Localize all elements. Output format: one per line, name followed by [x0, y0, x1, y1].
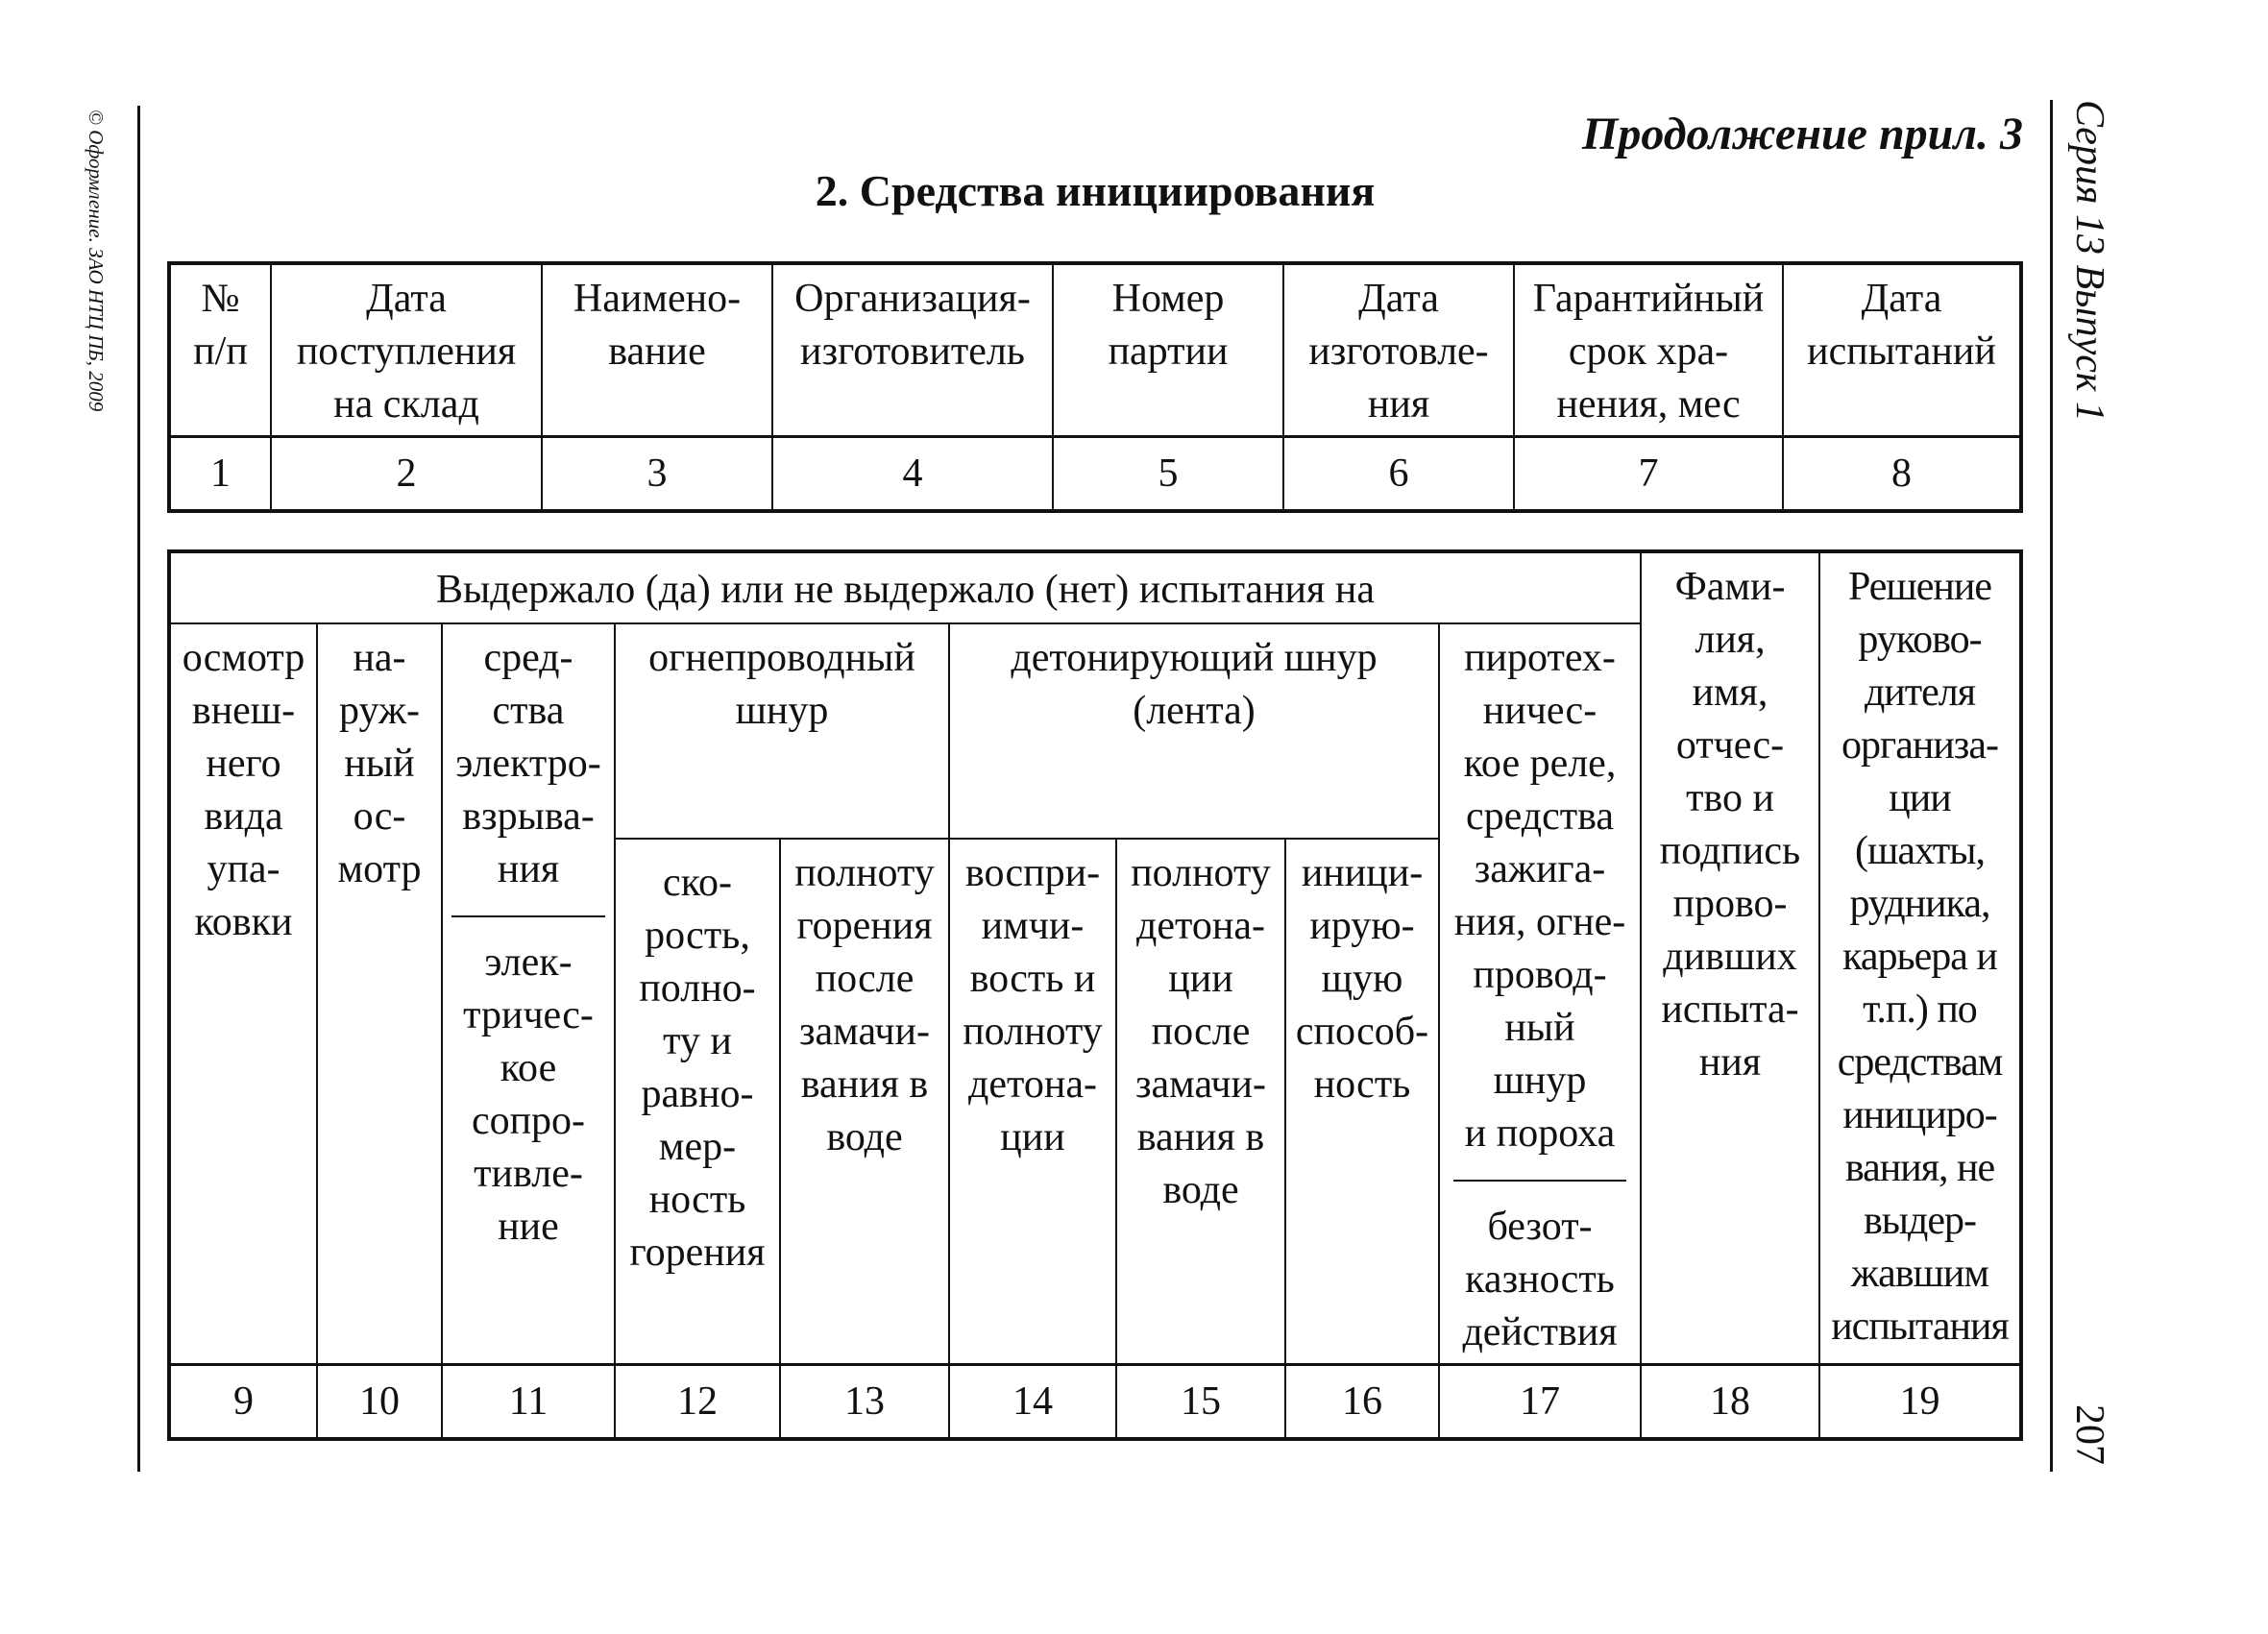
header-safety-fuse: огнепроводный шнур: [648, 636, 915, 733]
header-cell: [772, 263, 1053, 437]
header-cell: [169, 263, 271, 437]
register-table-part1: [167, 261, 2023, 513]
header-manager-decision: Решение руково- дителя организа- ции (шахты, рудника, карьера и т.п.) по средствам инициро- вания, не выдер- жавшим испытания: [1831, 565, 2009, 1349]
header-cell: [615, 839, 780, 1365]
column-number: 4: [772, 437, 1053, 512]
column-number: 11: [442, 1365, 615, 1440]
divider: [451, 915, 605, 917]
header-cell: [1116, 839, 1285, 1365]
header-cell: [949, 839, 1116, 1365]
header-cell: [949, 623, 1439, 839]
header-cell: [542, 263, 772, 437]
header-pyrotechnic-relay: пиротех- ничес- кое реле, средства зажига- ния, огне- провод- ный шнур и пороха: [1453, 636, 1626, 1156]
continuation-label: Продолжение прил. 3: [1582, 109, 2023, 159]
header-cell: [1783, 263, 2021, 437]
header-cell: [442, 623, 615, 1365]
group-header-cell: [169, 551, 1641, 623]
group-header: Выдержало (да) или не выдержало (нет) испытания на: [436, 567, 1375, 612]
header-tester-name: Фами- лия, имя, отчес- тво и подпись прово- дивших испыта- ния: [1659, 565, 1801, 1085]
column-number: 13: [780, 1365, 949, 1440]
series-label: Серия 13 Выпуск 1: [2067, 100, 2111, 422]
header-electric-blasting: сред- ства электро- взрыва- ния: [455, 636, 601, 891]
header-cell: [1053, 263, 1283, 437]
column-number: 19: [1819, 1365, 2021, 1440]
column-number: 18: [1641, 1365, 1819, 1440]
header-electric-resistance: элек- тричес- кое сопро- тивле- ние: [463, 940, 594, 1249]
header-cell: [1439, 623, 1641, 1365]
column-number: 1: [169, 437, 271, 512]
header-warranty: Гарантийный срок хра- нения, мес: [1532, 277, 1765, 427]
register-table-part2: [167, 549, 2023, 1441]
header-detonating-cord: детонирующий шнур (лента): [1011, 636, 1378, 733]
header-cell: [1285, 839, 1439, 1365]
header-outer-inspection: на- руж- ный ос- мотр: [337, 636, 422, 891]
header-batch-number: Номер партии: [1108, 277, 1229, 374]
header-cell: [615, 623, 949, 839]
copyright-note: © Оформление. ЗАО НТЦ ПБ, 2009: [85, 110, 108, 412]
header-reliability: безот- казность действия: [1462, 1205, 1618, 1354]
header-cell: [780, 839, 949, 1365]
column-number: 2: [271, 437, 542, 512]
header-manufacture-date: Дата изготовле- ния: [1308, 277, 1489, 427]
section-title: 2. Средства инициирования: [815, 166, 1376, 215]
header-initiating-ability: иници- ирую- щую способ- ность: [1295, 851, 1429, 1107]
header-cell: [169, 623, 317, 1365]
header-sensitivity: воспри- имчи- вость и полноту детона- ции: [963, 851, 1103, 1159]
column-number: 5: [1053, 437, 1283, 512]
header-cell: [1641, 551, 1819, 1365]
left-margin-rule: [137, 106, 140, 1472]
header-cell: [317, 623, 442, 1365]
column-number: 10: [317, 1365, 442, 1440]
column-number: 16: [1285, 1365, 1439, 1440]
header-detonation-after-soaking: полноту детона- ции после замачи- вания в воде: [1131, 851, 1271, 1212]
column-number: 3: [542, 437, 772, 512]
right-margin-rule: [2050, 100, 2053, 1472]
column-number: 9: [169, 1365, 317, 1440]
column-number: 15: [1116, 1365, 1285, 1440]
column-number: 14: [949, 1365, 1116, 1440]
column-number: 7: [1514, 437, 1783, 512]
column-number: 8: [1783, 437, 2021, 512]
header-burning-after-soaking: полноту горения после замачи- вания в воде: [794, 851, 935, 1159]
header-cell: [271, 263, 542, 437]
header-cell: [1514, 263, 1783, 437]
header-test-date: Дата испытаний: [1807, 277, 1996, 374]
header-cell: [1283, 263, 1514, 437]
page-number: 207: [2067, 1404, 2111, 1465]
divider: [1453, 1180, 1626, 1182]
header-number: № п/п: [193, 277, 248, 374]
header-receipt-date: Дата поступления на склад: [296, 277, 517, 427]
header-external-inspection: осмотр внеш- него вида упа- ковки: [182, 636, 305, 944]
header-name: Наимено- вание: [573, 277, 742, 374]
header-burning-speed: ско- рость, полно- ту и равно- мер- ность горения: [629, 861, 766, 1275]
column-number: 6: [1283, 437, 1514, 512]
header-cell: [1819, 551, 2021, 1365]
column-number: 12: [615, 1365, 780, 1440]
header-manufacturer: Организация- изготовитель: [794, 277, 1031, 374]
column-number: 17: [1439, 1365, 1641, 1440]
